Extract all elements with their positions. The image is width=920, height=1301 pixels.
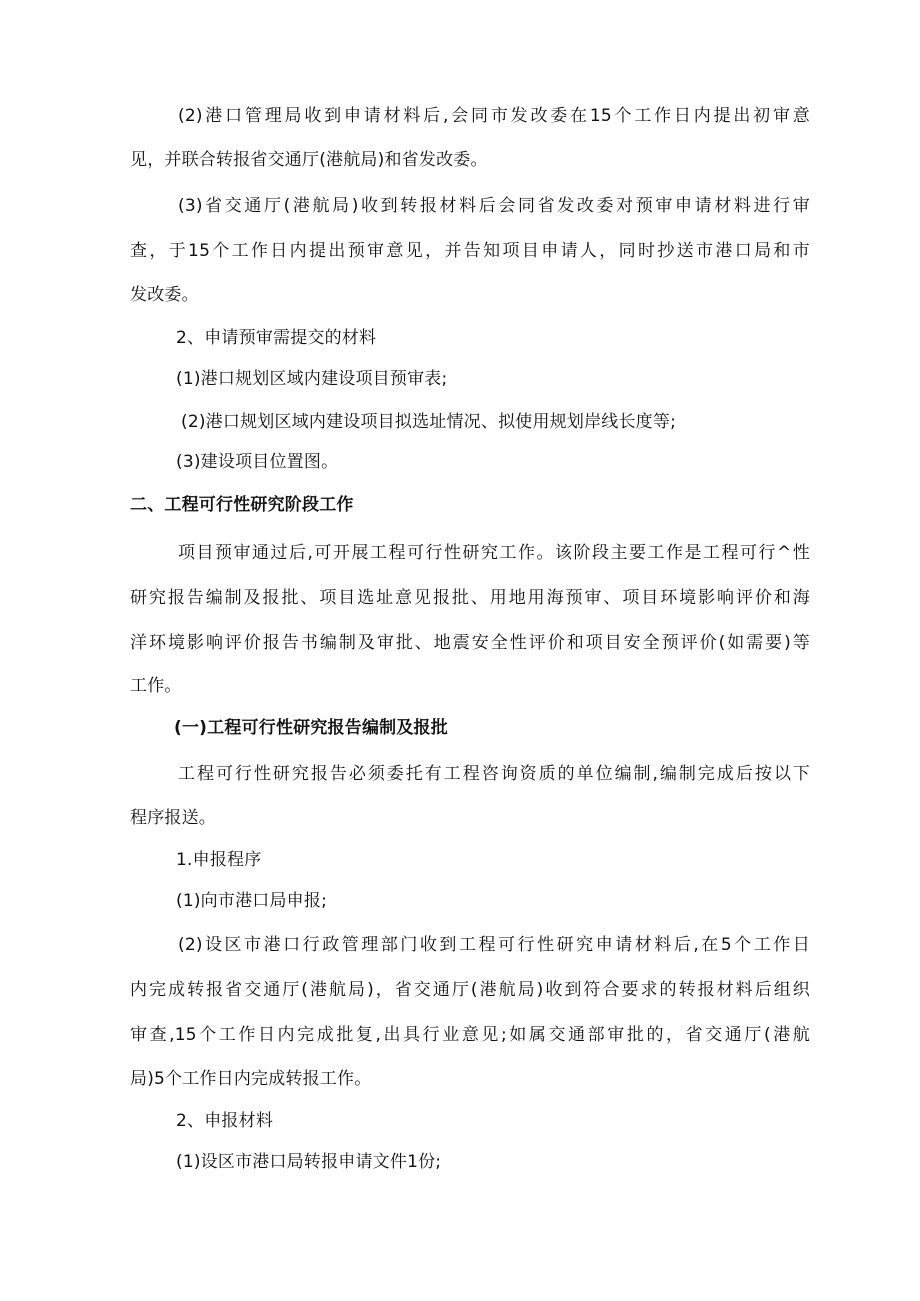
- paragraph-line: 发改委。: [130, 285, 199, 305]
- paragraph-line: 查，于15个工作日内提出预审意见，并告知项目申请人，同时抄送市港口局和市: [130, 241, 810, 261]
- paragraph-line: 工作。: [130, 676, 182, 696]
- list-item: (1)港口规划区域内建设项目预审表;: [176, 369, 448, 389]
- paragraph-line: 内完成转报省交通厅(港航局)，省交通厅(港航局)收到符合要求的转报材料后组织: [130, 980, 810, 1000]
- section-heading: 2、申报材料: [176, 1111, 274, 1131]
- list-item: (3)建设项目位置图。: [176, 452, 339, 472]
- paragraph-line: (2)设区市港口行政管理部门收到工程可行性研究申请材料后,在5个工作日: [178, 935, 810, 955]
- list-item: (1)设区市港口局转报申请文件1份;: [176, 1152, 442, 1172]
- paragraph-line: 审查,15个工作日内完成批复,出具行业意见;如属交通部审批的，省交通厅(港航: [130, 1025, 810, 1045]
- paragraph-line: (2)港口管理局收到申请材料后,会同市发改委在15个工作日内提出初审意: [178, 106, 810, 126]
- paragraph-line: 局)5个工作日内完成转报工作。: [130, 1069, 372, 1089]
- paragraph-line: (3)省交通厅(港航局)收到转报材料后会同省发改委对预审申请材料进行审: [178, 196, 810, 216]
- subsection-heading: (一)工程可行性研究报告编制及报批: [174, 718, 448, 738]
- chapter-heading: 二、工程可行性研究阶段工作: [130, 495, 354, 515]
- section-heading: 1.申报程序: [176, 850, 262, 870]
- paragraph-line: 见，并联合转报省交通厅(港航局)和省发改委。: [130, 150, 488, 170]
- paragraph-line: 工程可行性研究报告必须委托有工程咨询资质的单位编制,编制完成后按以下: [178, 764, 810, 784]
- paragraph-line: 项目预审通过后,可开展工程可行性研究工作。该阶段主要工作是工程可行^性: [178, 543, 810, 563]
- section-heading: 2、申请预审需提交的材料: [176, 328, 377, 348]
- list-item: (2)港口规划区域内建设项目拟选址情况、拟使用规划岸线长度等;: [181, 412, 677, 432]
- paragraph-line: 程序报送。: [130, 808, 216, 828]
- paragraph-line: 研究报告编制及报批、项目选址意见报批、用地用海预审、项目环境影响评价和海: [130, 588, 810, 608]
- paragraph-line: 洋环境影响评价报告书编制及审批、地震安全性评价和项目安全预评价(如需要)等: [130, 633, 810, 653]
- list-item: (1)向市港口局申报;: [176, 891, 328, 911]
